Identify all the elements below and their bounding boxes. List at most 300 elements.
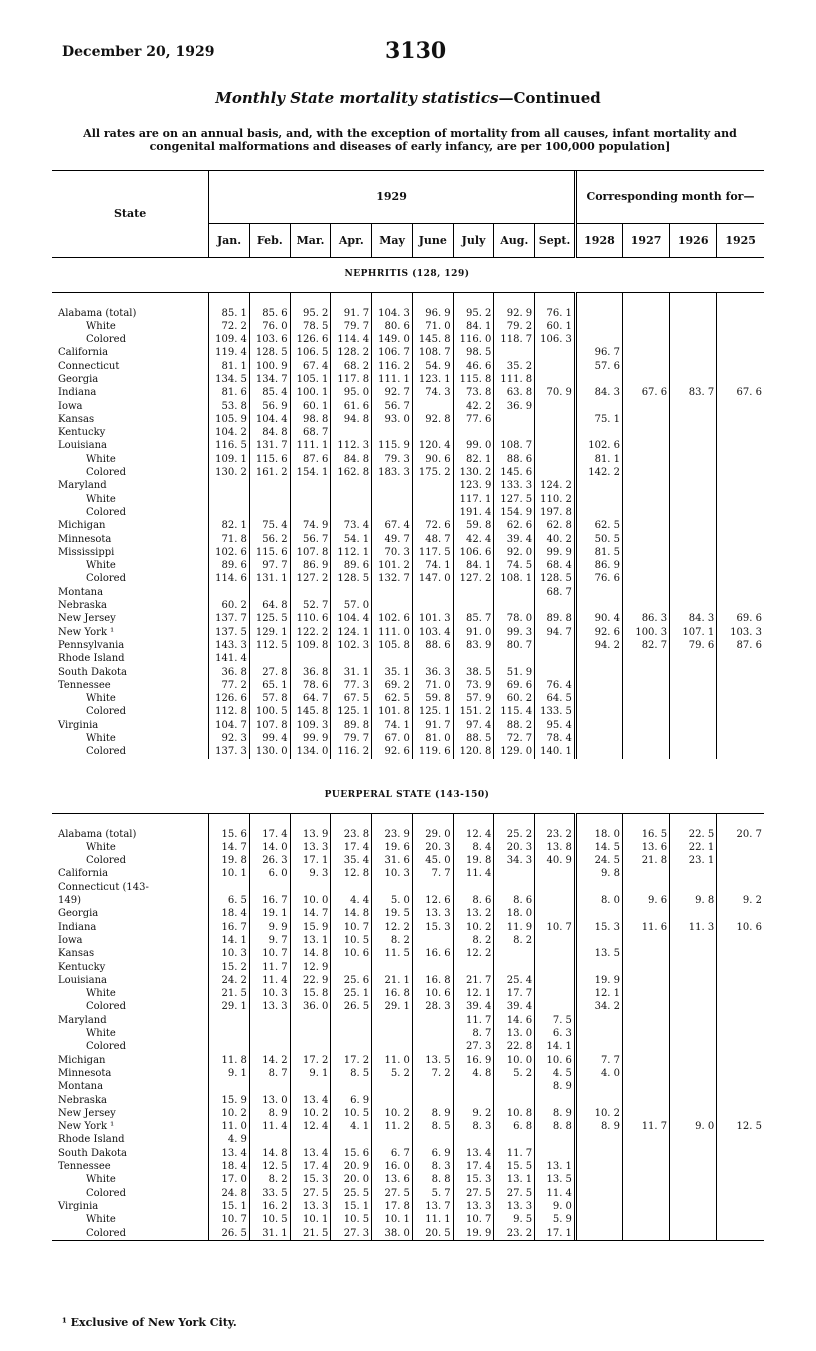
rate-cell: 10. 7 — [249, 947, 290, 960]
rate-cell: 62. 8 — [535, 519, 576, 532]
rate-cell — [535, 961, 576, 974]
table-row — [52, 386, 764, 399]
state-name: Tennessee — [52, 1160, 209, 1173]
rate-cell: 123. 9 — [453, 479, 494, 492]
rate-cell: 125. 1 — [331, 705, 372, 718]
rate-cell: 81. 6 — [209, 386, 250, 399]
rate-cell — [670, 719, 717, 732]
rate-cell: 175. 2 — [412, 466, 453, 479]
year-header: 1927 — [623, 223, 670, 257]
rate-cell — [717, 679, 764, 692]
rate-cell: 11. 2 — [372, 1120, 413, 1133]
rate-cell: 16. 9 — [453, 1054, 494, 1067]
rate-cell: 10. 1 — [209, 867, 250, 880]
state-name: White — [52, 320, 209, 333]
rate-cell — [717, 559, 764, 572]
rate-cell — [535, 426, 576, 439]
state-name: Colored — [52, 1000, 209, 1013]
rate-cell: 8. 7 — [453, 1027, 494, 1040]
rate-cell: 117. 1 — [453, 493, 494, 506]
state-name: White — [52, 559, 209, 572]
table-row — [52, 1014, 764, 1027]
state-name: Mississippi — [52, 546, 209, 559]
rate-cell: 13. 4 — [209, 1147, 250, 1160]
rate-cell: 101. 2 — [372, 559, 413, 572]
rate-cell: 8. 2 — [494, 934, 535, 947]
rate-cell: 9. 1 — [209, 1067, 250, 1080]
rate-cell — [717, 666, 764, 679]
rate-cell: 128. 5 — [331, 572, 372, 585]
rate-cell: 10. 7 — [331, 921, 372, 934]
rate-cell — [670, 745, 717, 758]
rate-cell: 71. 0 — [412, 679, 453, 692]
rate-cell: 78. 5 — [290, 320, 331, 333]
rate-cell: 11. 5 — [372, 947, 413, 960]
month-header: Jan. — [209, 223, 250, 257]
rate-cell: 92. 7 — [372, 386, 413, 399]
rate-cell — [717, 1000, 764, 1013]
rate-cell: 145. 6 — [494, 466, 535, 479]
rate-cell: 76. 0 — [249, 320, 290, 333]
rate-cell: 57. 9 — [453, 692, 494, 705]
spacer-cell — [52, 813, 209, 828]
rate-cell — [623, 533, 670, 546]
rate-cell: 12. 1 — [453, 987, 494, 1000]
rate-cell: 62. 5 — [575, 519, 622, 532]
rate-cell — [331, 426, 372, 439]
rate-cell: 19. 6 — [372, 841, 413, 854]
rate-cell: 94. 2 — [575, 639, 622, 652]
state-name: White — [52, 1213, 209, 1226]
rate-cell: 8. 9 — [412, 1107, 453, 1120]
rate-cell: 25. 6 — [331, 974, 372, 987]
rate-cell: 28. 3 — [412, 1000, 453, 1013]
rate-cell: 69. 6 — [736, 613, 762, 625]
rate-cell: 71. 0 — [412, 320, 453, 333]
rate-cell — [670, 666, 717, 679]
spacer-cell — [494, 813, 535, 828]
rate-cell — [623, 479, 670, 492]
rate-cell: 91. 0 — [453, 626, 494, 639]
rate-cell — [535, 453, 576, 466]
rate-cell: 95. 0 — [331, 386, 372, 399]
rate-cell: 21. 8 — [623, 854, 670, 867]
rate-cell — [670, 426, 717, 439]
rate-cell — [575, 493, 622, 506]
rate-cell — [412, 934, 453, 947]
rate-cell: 8. 2 — [372, 934, 413, 947]
table-row — [52, 506, 764, 519]
rate-cell — [494, 961, 535, 974]
rate-cell — [535, 439, 576, 452]
rate-cell: 70. 9 — [535, 386, 576, 399]
rate-cell — [412, 652, 453, 665]
rate-cell: 67. 0 — [372, 732, 413, 745]
rate-cell: 128. 5 — [249, 346, 290, 359]
table-row — [52, 961, 764, 974]
rate-cell: 8. 6 — [494, 894, 535, 907]
rate-cell: 15. 1 — [209, 1200, 250, 1213]
rate-cell — [623, 666, 670, 679]
rate-cell: 27. 8 — [249, 666, 290, 679]
rate-cell — [535, 466, 576, 479]
month-header: July — [453, 223, 494, 257]
rate-cell — [412, 1080, 453, 1093]
rate-cell — [623, 1133, 670, 1146]
state-name: White — [52, 1173, 209, 1186]
rate-cell — [670, 1000, 717, 1013]
rate-cell — [717, 400, 764, 413]
rate-cell — [623, 1027, 670, 1040]
rate-cell — [575, 1173, 622, 1186]
spacer-cell — [412, 813, 453, 828]
rate-cell: 126. 6 — [290, 333, 331, 346]
rate-cell: 11. 7 — [249, 961, 290, 974]
table-row — [52, 1027, 764, 1040]
state-name: Georgia — [52, 907, 209, 920]
rate-cell: 78. 4 — [535, 732, 576, 745]
rate-cell: 22. 1 — [670, 841, 717, 854]
table-row — [52, 1067, 764, 1080]
rate-cell: 9. 0 — [670, 1120, 717, 1133]
rate-cell: 22. 8 — [494, 1040, 535, 1053]
rate-cell: 10. 3 — [372, 867, 413, 880]
rate-cell: 36. 3 — [412, 666, 453, 679]
spacer-cell — [623, 813, 670, 828]
table-row — [52, 841, 764, 854]
rate-cell: 10. 2 — [575, 1107, 622, 1120]
rate-cell: 17. 2 — [290, 1054, 331, 1067]
rate-cell: 67. 4 — [372, 519, 413, 532]
rate-cell: 104. 2 — [209, 426, 250, 439]
rate-cell — [209, 1027, 250, 1040]
rate-cell: 11. 0 — [209, 1120, 250, 1133]
rate-cell — [575, 506, 622, 519]
rate-cell: 85. 1 — [209, 307, 250, 320]
rate-cell: 9. 3 — [290, 867, 331, 880]
rate-cell — [623, 652, 670, 665]
rate-cell: 6. 0 — [249, 867, 290, 880]
rate-cell: 16. 2 — [249, 1200, 290, 1213]
rate-cell: 13. 4 — [290, 1147, 331, 1160]
rate-cell: 119. 4 — [209, 346, 250, 359]
rate-cell — [623, 439, 670, 452]
state-name: Virginia — [52, 719, 209, 732]
rate-cell — [670, 679, 717, 692]
rate-cell — [453, 1080, 494, 1093]
rate-cell — [670, 320, 717, 333]
rate-cell — [494, 346, 535, 359]
table-row — [52, 346, 764, 359]
rate-cell — [575, 719, 622, 732]
rate-cell: 15. 1 — [331, 1200, 372, 1213]
rate-cell: 12. 4 — [290, 1120, 331, 1133]
rate-cell: 23. 1 — [670, 854, 717, 867]
rate-cell: 81. 5 — [575, 546, 622, 559]
rate-cell — [535, 1000, 576, 1013]
rate-cell: 35. 4 — [331, 854, 372, 867]
month-header: Feb. — [249, 223, 290, 257]
page-date: December 20, 1929 — [62, 44, 215, 60]
rate-cell: 85. 7 — [453, 612, 494, 625]
rate-cell — [670, 413, 717, 426]
rate-cell: 109. 1 — [209, 453, 250, 466]
rate-cell: 83. 9 — [453, 639, 494, 652]
rate-cell: 91. 7 — [331, 307, 372, 320]
rate-cell: 191. 4 — [453, 506, 494, 519]
rate-cell — [290, 1080, 331, 1093]
table-row — [52, 934, 764, 947]
rate-cell — [623, 961, 670, 974]
state-name: Michigan — [52, 519, 209, 532]
rate-cell: 20. 0 — [331, 1173, 372, 1186]
table-row — [52, 453, 764, 466]
rate-cell — [331, 1080, 372, 1093]
rate-cell: 15. 3 — [412, 921, 453, 934]
rate-cell — [670, 1133, 717, 1146]
rate-cell — [331, 652, 372, 665]
rate-cell — [623, 466, 670, 479]
rate-cell: 67. 6 — [736, 387, 762, 399]
spacer-cell — [249, 813, 290, 828]
rate-cell: 109. 3 — [290, 719, 331, 732]
rate-cell — [717, 1173, 764, 1186]
rate-cell: 95. 2 — [453, 307, 494, 320]
rate-cell: 64. 7 — [290, 692, 331, 705]
rate-cell: 112. 5 — [249, 639, 290, 652]
year-header: 1928 — [575, 223, 622, 257]
rate-cell — [623, 1040, 670, 1053]
rate-cell: 9. 8 — [575, 867, 622, 880]
rate-cell: 94. 8 — [331, 413, 372, 426]
rate-cell — [717, 479, 764, 492]
rate-cell: 56. 9 — [249, 400, 290, 413]
rate-cell: 68. 4 — [535, 559, 576, 572]
rate-cell: 140. 1 — [535, 745, 576, 758]
table-row — [52, 828, 764, 841]
rate-cell — [717, 1107, 764, 1120]
rate-cell: 197. 8 — [535, 506, 576, 519]
rate-cell — [575, 1160, 622, 1173]
rate-cell — [717, 1094, 764, 1107]
rate-cell: 7. 2 — [412, 1067, 453, 1080]
rate-cell — [575, 1080, 622, 1093]
title-italic: Monthly State mortality statistics — [215, 89, 499, 107]
rate-cell: 14. 6 — [494, 1014, 535, 1027]
state-name: Louisiana — [52, 439, 209, 452]
rate-cell: 88. 6 — [494, 453, 535, 466]
rate-cell: 9. 2 — [742, 895, 762, 907]
state-name: Indiana — [52, 386, 209, 399]
rate-cell — [412, 1094, 453, 1107]
rate-cell: 74. 9 — [290, 519, 331, 532]
rate-cell: 137. 3 — [209, 745, 250, 758]
rate-cell: 13. 3 — [412, 907, 453, 920]
rate-cell: 10. 6 — [412, 987, 453, 1000]
rate-cell: 85. 4 — [249, 386, 290, 399]
rate-cell: 69. 6 — [494, 679, 535, 692]
rate-cell: 79. 7 — [331, 320, 372, 333]
rate-cell — [372, 426, 413, 439]
state-name: New Jersey — [52, 612, 209, 625]
rate-cell — [372, 1094, 413, 1107]
rate-cell: 84. 1 — [453, 559, 494, 572]
rate-cell: 120. 4 — [412, 439, 453, 452]
rate-cell — [412, 599, 453, 612]
rate-cell: 13. 5 — [575, 947, 622, 960]
rate-cell: 74. 5 — [494, 559, 535, 572]
rate-cell — [670, 1014, 717, 1027]
rate-cell: 6. 5 — [209, 894, 250, 907]
rate-cell — [717, 1040, 764, 1053]
rate-cell — [670, 1160, 717, 1173]
rate-cell: 8. 5 — [412, 1120, 453, 1133]
rate-cell — [623, 400, 670, 413]
state-name: Rhode Island — [52, 652, 209, 665]
rate-cell — [372, 1027, 413, 1040]
rate-cell: 10. 7 — [209, 1213, 250, 1226]
state-name: Rhode Island — [52, 1133, 209, 1146]
rate-cell — [670, 466, 717, 479]
rate-cell — [670, 346, 717, 359]
rate-cell: 54. 9 — [412, 360, 453, 373]
title-rest: —Continued — [498, 89, 601, 107]
rate-cell — [575, 652, 622, 665]
rate-cell — [249, 1027, 290, 1040]
rate-cell: 12. 8 — [331, 867, 372, 880]
rate-cell: 7. 7 — [412, 867, 453, 880]
rate-cell: 101. 3 — [412, 612, 453, 625]
rate-cell: 60. 1 — [290, 400, 331, 413]
rate-cell — [623, 1227, 670, 1240]
rate-cell — [412, 426, 453, 439]
rate-cell: 102. 3 — [331, 639, 372, 652]
rate-cell: 16. 7 — [249, 894, 290, 907]
rate-cell — [623, 586, 670, 599]
rate-cell — [717, 546, 764, 559]
rate-cell — [623, 705, 670, 718]
rate-cell: 14. 1 — [535, 1040, 576, 1053]
table-row — [52, 719, 764, 732]
rate-cell — [331, 881, 372, 894]
rate-cell: 92. 3 — [209, 732, 250, 745]
rate-cell: 20. 5 — [412, 1227, 453, 1240]
rate-cell — [717, 692, 764, 705]
rate-cell — [717, 307, 764, 320]
rate-cell — [670, 934, 717, 947]
rate-cell — [331, 1027, 372, 1040]
rate-cell: 68. 7 — [290, 426, 331, 439]
rate-cell: 13. 9 — [290, 828, 331, 841]
rate-cell — [717, 439, 764, 452]
rate-cell: 91. 7 — [412, 719, 453, 732]
rate-cell: 137. 5 — [209, 626, 250, 639]
rate-cell: 108. 7 — [494, 439, 535, 452]
state-name: Maryland — [52, 1014, 209, 1027]
rate-cell — [623, 1080, 670, 1093]
rate-cell — [372, 652, 413, 665]
rate-cell — [670, 400, 717, 413]
table-row — [52, 439, 764, 452]
rate-cell — [494, 413, 535, 426]
rate-cell — [575, 1027, 622, 1040]
rate-cell — [623, 453, 670, 466]
rate-cell — [535, 974, 576, 987]
state-name: Kentucky — [52, 426, 209, 439]
table-row — [52, 732, 764, 745]
rate-cell: 19. 5 — [372, 907, 413, 920]
rate-cell: 105. 1 — [290, 373, 331, 386]
spacer-cell — [575, 292, 622, 307]
table-row — [52, 854, 764, 867]
rate-cell — [717, 987, 764, 1000]
rate-cell: 4. 0 — [575, 1067, 622, 1080]
rate-cell: 79. 3 — [372, 453, 413, 466]
rate-cell: 114. 6 — [209, 572, 250, 585]
rate-cell: 15. 8 — [290, 987, 331, 1000]
rate-cell: 124. 2 — [535, 479, 576, 492]
rate-cell — [209, 586, 250, 599]
rate-cell — [290, 1133, 331, 1146]
rate-cell — [453, 599, 494, 612]
rate-cell: 36. 9 — [494, 400, 535, 413]
rate-cell — [249, 1040, 290, 1053]
rate-cell: 129. 0 — [494, 745, 535, 758]
rate-cell: 20. 3 — [494, 841, 535, 854]
rate-cell: 72. 2 — [209, 320, 250, 333]
rate-cell: 9. 5 — [494, 1213, 535, 1226]
rate-cell — [717, 572, 764, 585]
rate-cell: 133. 5 — [535, 705, 576, 718]
rate-cell: 17. 4 — [249, 828, 290, 841]
rate-cell — [670, 586, 717, 599]
rate-cell: 76. 6 — [575, 572, 622, 585]
rate-cell: 60. 2 — [494, 692, 535, 705]
month-header: Sept. — [535, 223, 576, 257]
rate-cell — [670, 1213, 717, 1226]
rate-cell — [575, 333, 622, 346]
rate-cell — [494, 599, 535, 612]
rate-cell — [453, 961, 494, 974]
rate-cell: 42. 4 — [453, 533, 494, 546]
rate-cell — [623, 719, 670, 732]
rate-cell — [372, 881, 413, 894]
rate-cell: 26. 3 — [249, 854, 290, 867]
rate-cell: 128. 2 — [331, 346, 372, 359]
rate-cell: 12. 4 — [453, 828, 494, 841]
document-title — [0, 89, 816, 107]
rate-cell: 64. 8 — [249, 599, 290, 612]
state-name: White — [52, 841, 209, 854]
table-row — [52, 1200, 764, 1213]
rate-cell: 13. 2 — [453, 907, 494, 920]
rate-cell — [717, 1200, 764, 1213]
rate-cell — [575, 599, 622, 612]
rate-cell — [670, 961, 717, 974]
rate-cell: 80. 6 — [372, 320, 413, 333]
rate-cell — [623, 572, 670, 585]
rate-cell — [623, 493, 670, 506]
rate-cell: 4. 8 — [453, 1067, 494, 1080]
rate-cell: 16. 8 — [412, 974, 453, 987]
rate-cell — [209, 479, 250, 492]
rate-cell: 14. 7 — [290, 907, 331, 920]
rate-cell: 62. 6 — [494, 519, 535, 532]
state-name: Colored — [52, 705, 209, 718]
rate-cell: 106. 5 — [290, 346, 331, 359]
rate-cell — [717, 320, 764, 333]
rate-cell: 89. 6 — [209, 559, 250, 572]
